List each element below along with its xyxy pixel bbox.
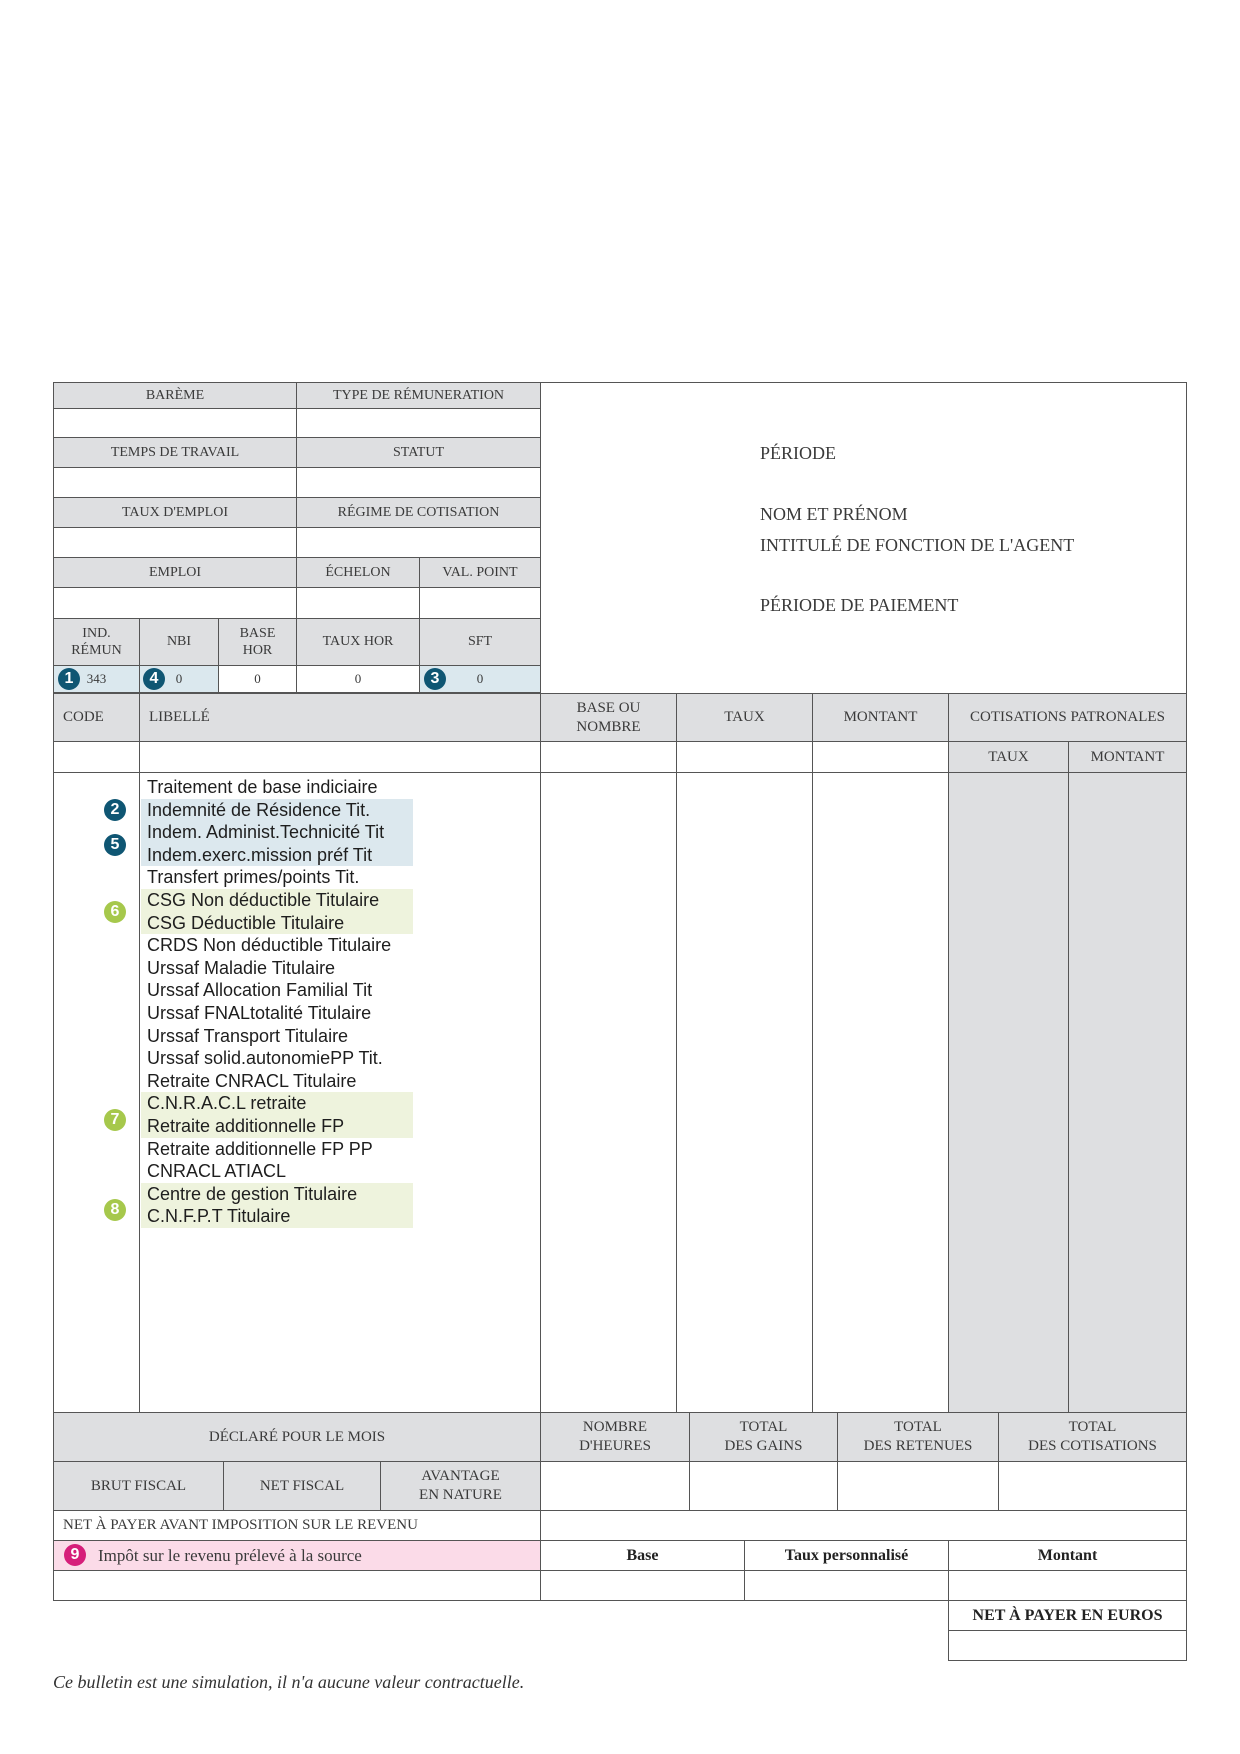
marker-3-icon	[424, 668, 446, 690]
marker-7-icon	[104, 1109, 126, 1131]
list-item: CNRACL ATIACL	[147, 1161, 287, 1182]
marker-9-icon	[64, 1544, 86, 1566]
intitule-fonction-label: INTITULÉ DE FONCTION DE L'AGENT	[760, 535, 1075, 555]
list-item: Urssaf solid.autonomiePP Tit.	[147, 1048, 383, 1069]
temps-travail-value-cell	[53, 467, 297, 498]
type-remuneration-header: TYPE DE RÉMUNERATION	[296, 382, 541, 409]
base-subheader-cell	[540, 741, 677, 773]
net-avant-impot-value-cell	[540, 1510, 1187, 1541]
bareme-value-cell	[53, 408, 297, 438]
ind-remun-value-text: 343	[86, 671, 107, 686]
list-item: Indem. Administ.Technicité Tit	[141, 821, 413, 844]
taux-personnalise-value-cell	[744, 1570, 949, 1601]
marker-4-label: 4	[149, 670, 159, 687]
echelon-value-cell	[296, 587, 420, 619]
base-hor-header: BASE HOR	[218, 618, 297, 666]
nbi-header: NBI	[139, 618, 219, 666]
list-item: CRDS Non déductible Titulaire	[147, 935, 392, 956]
statut-header: STATUT	[296, 437, 541, 468]
echelon-header: ÉCHELON	[296, 557, 420, 588]
impot-empty-cell	[53, 1570, 541, 1601]
marker-7-label: 7	[110, 1111, 120, 1128]
marker-6-icon	[104, 901, 126, 923]
list-item: Retraite additionnelle FP PP	[147, 1138, 373, 1159]
emploi-header: EMPLOI	[53, 557, 297, 588]
nbi-value-text: 0	[175, 671, 183, 686]
net-avant-impot-text: NET À PAYER AVANT IMPOSITION SUR LE REVENU	[63, 1517, 418, 1533]
net-fiscal-header: NET FISCAL	[223, 1461, 381, 1511]
net-payer-euros-value-cell	[948, 1630, 1187, 1661]
taux-header: TAUX	[676, 693, 813, 742]
montant-column	[812, 772, 949, 1413]
impot-source-text: Impôt sur le revenu prélevé à la source	[98, 1545, 362, 1565]
type-remuneration-value-cell	[296, 408, 541, 438]
periode-label: PÉRIODE	[760, 443, 836, 463]
regime-cotisation-value-cell	[296, 527, 541, 558]
marker-5-label: 5	[110, 836, 120, 853]
avantage-nature-header: AVANTAGE EN NATURE	[380, 1461, 541, 1511]
list-item: Traitement de base indiciaire	[147, 777, 378, 797]
cp-montant-header: MONTANT	[1068, 741, 1187, 773]
list-item: Retraite CNRACL Titulaire	[147, 1070, 357, 1091]
total-gains-value-cell	[689, 1461, 838, 1511]
brut-fiscal-header: BRUT FISCAL	[53, 1461, 224, 1511]
periode-paiement-label: PÉRIODE DE PAIEMENT	[760, 595, 959, 615]
total-cotisations-header: TOTAL DES COTISATIONS	[998, 1412, 1187, 1462]
marker-4-icon	[143, 668, 165, 690]
code-header-text: CODE	[63, 709, 104, 726]
sft-header: SFT	[419, 618, 541, 666]
list-item: Urssaf Maladie Titulaire	[147, 957, 336, 978]
temps-travail-header: TEMPS DE TRAVAIL	[53, 437, 297, 468]
net-avant-impot-label	[53, 1510, 541, 1541]
list-item: Transfert primes/points Tit.	[147, 867, 360, 888]
nombre-heures-value-cell	[540, 1461, 690, 1511]
cotisations-patronales-header: COTISATIONS PATRONALES	[948, 693, 1187, 742]
marker-1-label: 1	[64, 670, 74, 687]
taux-hor-header: TAUX HOR	[296, 618, 420, 666]
libelle-list	[141, 776, 413, 1228]
marker-3-label: 3	[430, 670, 440, 687]
sft-value-text: 0	[476, 671, 484, 686]
marker-5-icon	[104, 834, 126, 856]
bareme-header: BARÈME	[53, 382, 297, 409]
marker-6-label: 6	[110, 903, 120, 920]
taux-hor-value-text: 0	[354, 671, 362, 686]
total-cotisations-value-cell	[998, 1461, 1187, 1511]
montant-subheader-cell	[812, 741, 949, 773]
libelle-subheader-cell	[139, 741, 541, 773]
regime-cotisation-header: RÉGIME DE COTISATION	[296, 497, 541, 528]
list-item: CSG Non déductible Titulaire	[141, 889, 413, 912]
declare-mois-header: DÉCLARÉ POUR LE MOIS	[53, 1412, 541, 1462]
ind-remun-header: IND. RÉMUN	[53, 618, 140, 666]
cp-taux-header: TAUX	[948, 741, 1069, 773]
nombre-heures-header: NOMBRE D'HEURES	[540, 1412, 690, 1462]
montant-impot-value-cell	[948, 1570, 1187, 1601]
marker-2-icon	[104, 799, 126, 821]
list-item: CSG Déductible Titulaire	[141, 912, 413, 935]
footer-note: Ce bulletin est une simulation, il n'a aucune valeur contractuelle.	[53, 1672, 525, 1692]
taux-emploi-header: TAUX D'EMPLOI	[53, 497, 297, 528]
base-nombre-header: BASE OU NOMBRE	[540, 693, 677, 742]
val-point-header: VAL. POINT	[419, 557, 541, 588]
emploi-value-cell	[53, 587, 297, 619]
list-item: Indemnité de Résidence Tit.	[141, 799, 413, 822]
taux-subheader-cell	[676, 741, 813, 773]
code-column	[53, 772, 140, 1413]
total-gains-header: TOTAL DES GAINS	[689, 1412, 838, 1462]
base-header: Base	[540, 1540, 745, 1571]
base-column	[540, 772, 677, 1413]
cp-taux-column	[948, 772, 1069, 1413]
list-item: Urssaf FNALtotalité Titulaire	[147, 1002, 372, 1023]
taux-personnalise-header: Taux personnalisé	[744, 1540, 949, 1571]
montant-impot-header: Montant	[948, 1540, 1187, 1571]
list-item: Indem.exerc.mission préf Tit	[141, 844, 413, 867]
marker-1-icon	[58, 668, 80, 690]
list-item: Urssaf Allocation Familial Tit	[147, 980, 373, 1001]
marker-2-label: 2	[110, 801, 120, 818]
montant-header: MONTANT	[812, 693, 949, 742]
marker-8-icon	[104, 1199, 126, 1221]
code-header	[53, 693, 140, 742]
code-subheader-cell	[53, 741, 140, 773]
total-retenues-header: TOTAL DES RETENUES	[837, 1412, 999, 1462]
cp-montant-column	[1068, 772, 1187, 1413]
marker-9-label: 9	[70, 1546, 80, 1563]
base-hor-value	[218, 665, 297, 693]
list-item: Retraite additionnelle FP	[141, 1115, 413, 1138]
nom-prenom-label: NOM ET PRÉNOM	[760, 504, 908, 524]
total-retenues-value-cell	[837, 1461, 999, 1511]
base-hor-value-text: 0	[254, 671, 261, 686]
list-item: C.N.R.A.C.L retraite	[141, 1092, 413, 1115]
taux-hor-value	[296, 665, 420, 693]
list-item: Urssaf Transport Titulaire	[147, 1025, 349, 1046]
list-item: Centre de gestion Titulaire	[141, 1183, 413, 1206]
taux-emploi-value-cell	[53, 527, 297, 558]
net-payer-euros-label: NET À PAYER EN EUROS	[948, 1600, 1187, 1631]
list-item: C.N.F.P.T Titulaire	[141, 1205, 413, 1228]
val-point-value-cell	[419, 587, 541, 619]
impot-source-row	[53, 1540, 541, 1571]
libelle-header-text: LIBELLÉ	[149, 709, 210, 726]
base-value-cell	[540, 1570, 745, 1601]
statut-value-cell	[296, 467, 541, 498]
marker-8-label: 8	[110, 1201, 120, 1218]
libelle-header	[139, 693, 541, 742]
taux-column	[676, 772, 813, 1413]
